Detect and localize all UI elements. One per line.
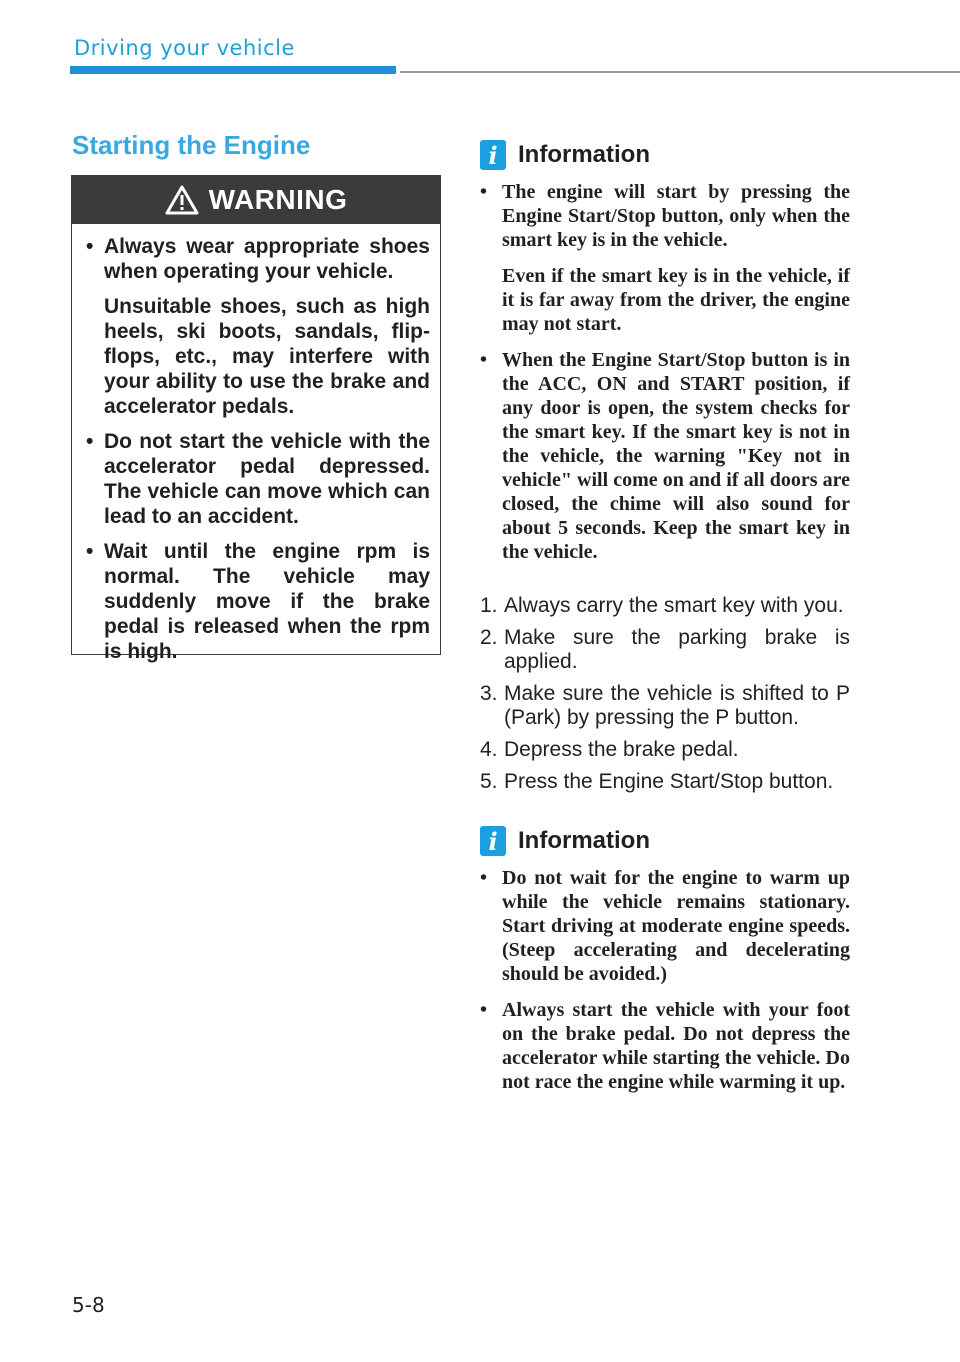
information-icon: i <box>480 140 506 170</box>
info-item: • When the Engine Start/Stop button is in the ACC, ON and START position, if any door is open, the system checks for the smart key. If the smart key is not in the vehicle, the warning "Key not in vehicle" will come on and if all doors are closed, the chime will also sound for about 5 seconds. Keep the smart key in the vehicle. <box>480 349 850 563</box>
info-text: Even if the smart key is in the vehicle, if it is far away from the driver, the engine may not start. <box>502 265 850 335</box>
warning-text: Unsuitable shoes, such as high heels, ski boots, sandals, flip-flops, etc., may interfere with your ability to use the brake and accelerator pedals. <box>104 295 430 418</box>
right-column <box>480 138 850 1106</box>
info-text: When the Engine Start/Stop button is in the ACC, ON and START position, if any door is open, the system checks for the smart key. If the smart key is not in the vehicle, the warning "Key not in vehicle" will come on and if all doors are closed, the chime will also sound for about 5 seconds. Keep the smart key in the vehicle. <box>502 349 850 563</box>
info-item: • Always start the vehicle with your foot on the brake pedal. Do not depress the accelerator while starting the vehicle. Do not race the engine while warming it up. <box>480 999 850 1093</box>
step-item: 1. Always carry the smart key with you. <box>480 594 844 617</box>
info-title: Information <box>518 827 650 854</box>
info-list <box>480 866 850 1094</box>
header-title: Driving your vehicle <box>74 36 295 60</box>
step-item: 3. Make sure the vehicle is shifted to P (Park) by pressing the P button. <box>480 682 850 729</box>
warning-triangle-icon <box>165 185 199 215</box>
step-item: 4. Depress the brake pedal. <box>480 738 739 761</box>
warning-item: • Do not start the vehicle with the accelerator pedal depressed. The vehicle can move which can lead to an accident. <box>86 430 430 528</box>
page-number: 5-8 <box>72 1293 105 1317</box>
warning-text: Wait until the engine rpm is normal. The vehicle may suddenly move if the brake pedal is released when the rpm is high. <box>104 540 430 663</box>
info-list <box>480 180 850 564</box>
warning-item: • Always wear appropriate shoes when operating your vehicle. Unsuitable shoes, such as high heels, ski boots, sandals, flip-flops, etc., may interfere with your ability to use the brake and accelerator pedals. <box>86 235 430 418</box>
info-text: Do not wait for the engine to warm up while the vehicle remains stationary. Start driving at moderate engine speeds. (Steep accelerating and decelerating should be avoided.) <box>502 867 850 985</box>
warning-header <box>72 176 440 224</box>
information-icon: i <box>480 826 506 856</box>
header-accent-bar <box>70 66 396 74</box>
steps-list <box>480 594 850 794</box>
warning-list <box>72 224 440 664</box>
step-item: 2. Make sure the parking brake is applied. <box>480 626 850 673</box>
warning-title: WARNING <box>208 184 348 215</box>
step-item: 5. Press the Engine Start/Stop button. <box>480 770 834 793</box>
warning-text: Do not start the vehicle with the accelerator pedal depressed. The vehicle can move which can lead to an accident. <box>104 430 430 528</box>
warning-box <box>71 175 441 663</box>
info-text: The engine will start by pressing the Engine Start/Stop button, only when the smart key is in the vehicle. <box>502 181 850 251</box>
info-text: Always start the vehicle with your foot on the brake pedal. Do not depress the accelerator while starting the vehicle. Do not race the engine while warming it up. <box>502 999 850 1093</box>
info-title: Information <box>518 141 650 168</box>
info-header <box>480 138 850 172</box>
warning-item: • Wait until the engine rpm is normal. The vehicle may suddenly move if the brake pedal is released when the rpm is high. <box>86 540 430 663</box>
info-item: • The engine will start by pressing the Engine Start/Stop button, only when the smart key is in the vehicle. Even if the smart key is in the vehicle, if it is far away from the driver, the engine may not start. <box>480 181 850 335</box>
header-rule <box>400 71 960 73</box>
warning-text: Always wear appropriate shoes when operating your vehicle. <box>104 235 430 283</box>
section-title: Starting the Engine <box>72 130 311 160</box>
info-item: • Do not wait for the engine to warm up while the vehicle remains stationary. Start driving at moderate engine speeds. (Steep accelerating and decelerating should be avoided.) <box>480 867 850 985</box>
info-header <box>480 824 850 858</box>
